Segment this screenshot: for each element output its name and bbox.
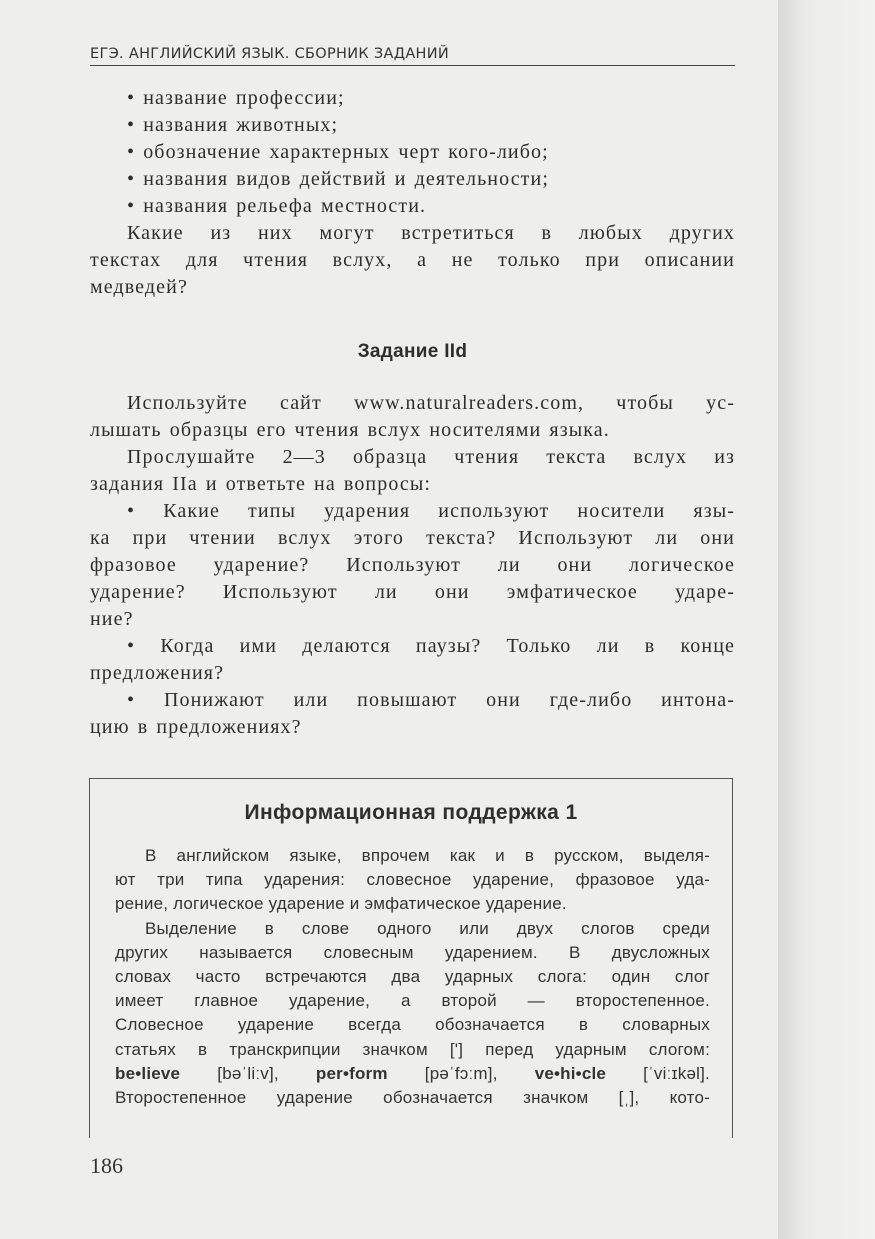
bullet-item: • названия животных; <box>127 114 339 136</box>
example-word: ve•hi•cle <box>534 1063 607 1083</box>
info-para1-line: В английском языке, впрочем как и в русском, выделя- <box>145 846 710 865</box>
page-number: 186 <box>90 1153 123 1178</box>
running-head: ЕГЭ. АНГЛИЙСКИЙ ЯЗЫК. СБОРНИК ЗАДАНИЙ <box>90 46 735 66</box>
task-q1-line: ка при чтении вслух этого текста? Используют ли они <box>90 527 735 549</box>
question-line: текстах для чтения вслух, а не только при описании <box>90 249 735 271</box>
info-para1-line: ют три типа ударения: словесное ударение, фразовое уда- <box>115 870 710 890</box>
bullet-list-top <box>90 85 735 301</box>
task-q3-line: • Понижают или повышают они где-либо интона- <box>127 689 735 711</box>
info-para2-line: статьях в транскрипции значком ['] перед ударным слогом: <box>115 1039 710 1059</box>
info-box-text <box>115 844 710 1110</box>
task-q1-line: ние? <box>90 608 134 630</box>
task-q3-line: цию в предложениях? <box>90 716 302 738</box>
task-para1-line: лышать образцы его чтения вслух носителями языка. <box>90 419 610 441</box>
example-transcription: [bəˈliːv], <box>217 1063 279 1083</box>
bullet-item: • названия рельефа местности. <box>127 195 427 217</box>
task-q1-line: фразовое ударение? Используют ли они логическое <box>90 554 735 576</box>
task-body <box>90 390 735 741</box>
info-examples-line <box>115 1062 710 1086</box>
example-transcription: [pəˈfɔːm], <box>424 1063 498 1083</box>
bullet-item: • название профессии; <box>127 87 345 109</box>
info-last-line: Второстепенное ударение обозначается значком [ˌ], кото- <box>115 1087 710 1107</box>
bullet-item: • обозначение характерных черт кого-либо; <box>127 141 549 163</box>
example-word: be•lieve <box>115 1063 181 1083</box>
page-edge <box>778 0 875 1239</box>
info-para2-line: словах часто встречаются два ударных слога: один слог <box>115 966 710 986</box>
question-line: медведей? <box>90 276 188 298</box>
task-q1-line: ударение? Используют ли они эмфатическое ударе- <box>90 581 735 603</box>
task-q2-line: • Когда ими делаются паузы? Только ли в конце <box>127 635 735 657</box>
info-para2-line: Словесное ударение всегда обозначается в словарных <box>115 1015 710 1035</box>
info-para2-line: других называется словесным ударением. В двусложных <box>115 942 710 962</box>
task-para2-line: задания IIa и ответьте на вопросы: <box>90 473 432 495</box>
info-para2-line: имеет главное ударение, а второй — второстепенное. <box>115 991 710 1011</box>
example-transcription: [ˈviːɪkəl]. <box>643 1063 710 1083</box>
task-title: Задание IId <box>357 341 468 362</box>
task-para2-line: Прослушайте 2—3 образца чтения текста вслух из <box>127 446 735 468</box>
example-word: per•form <box>315 1063 388 1083</box>
task-q1-line: • Какие типы ударения используют носители язы- <box>127 500 735 522</box>
task-q2-line: предложения? <box>90 662 225 684</box>
task-para1-line: Используйте сайт www.naturalreaders.com, чтобы ус- <box>127 392 735 414</box>
info-para2-line: Выделение в слове одного или двух слогов среди <box>145 918 710 938</box>
info-box <box>89 778 733 1138</box>
info-para1-line: рение, логическое ударение и эмфатическое ударение. <box>115 894 567 914</box>
bullet-item: • названия видов действий и деятельности; <box>127 168 549 190</box>
question-line: Какие из них могут встретиться в любых других <box>127 222 735 244</box>
info-box-title: Информационная поддержка 1 <box>244 801 578 824</box>
